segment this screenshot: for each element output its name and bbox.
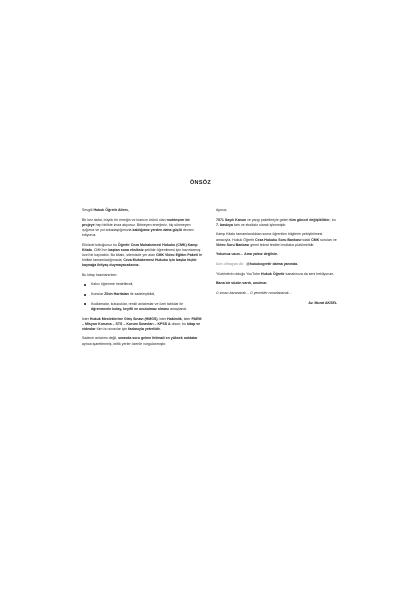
promise-line: Bana bir sözün vardı, unutma: (216, 281, 267, 286)
page-title: ÖNSÖZ (189, 180, 212, 186)
left-column (82, 208, 203, 351)
social-handle: @hukukogretir daima yanında. (246, 262, 299, 267)
list-item: Kalıcı öğrenme hedeflendi, (82, 282, 203, 287)
motto-line: Yolumuz uzun… Ama yalnız değilsin. (216, 252, 279, 257)
bullet-dot-icon (84, 303, 86, 305)
handwritten-note: Sen olmayan da (216, 262, 244, 267)
list-item: Konular Zihin Haritaları ile sadeleştirildi, (82, 292, 203, 297)
preparation-intro: Bu kitap hazırlanırken: (82, 272, 118, 277)
author-name: Av. Murat AKSEL (308, 300, 337, 305)
preparation-list (82, 282, 203, 312)
bullet-dot-icon (84, 294, 86, 296)
intro-paragraph: Bir kez daha, büyük bir emeğin ve inancın ürünü olan muhteşem bir projeye hep birlikte imza atıyoruz. Bitmeyen enerjimiz, hiç sönmeyen ışığımız ve yol arkadaşlığımızla kaldığımız yerden daha güçlü devam ediyoruz. (82, 217, 194, 237)
book-description-paragraph: Elinizde tuttuğunuz bu Öğretir Ceza Muhakemesi Hukuku (CMK) Kamp Kitabı, CMK'nın baştan sona eksiksiz şekilde öğrenilmesi için hazırlanmış özel bir kaynaktır. Bu kitabı, sitemizde yer alan CMK Video Eğitim Paketi ile birlikte tamamladığınızda; Ceza Muhakemesi Hukuku için başka hiçbir kaynağa ihtiyaç duymayacaksınız. (82, 242, 203, 268)
youtube-paragraph: Yüzbinlerin olduğu YouTube Hukuk Öğretir kanalımıza da seni bekliyorum. (216, 271, 335, 276)
exam-points-paragraph: Sadece anlatımı değil, sınavda soru gelme ihtimali en yüksek noktalar ayrıca işaretlenmiş, kritik yerler özenle vurgulanmıştır. (82, 336, 198, 346)
also-heading: Ayrıca; (216, 208, 227, 212)
question-bank-paragraph: Kamp Kitabı tamamlandıktan sonra öğrenilen bilgilerin pekiştirilmesi amacıyla, Hukuk Öğretir Ceza Hukuku Soru Bankası'ndaki CMK soruları ve Video Soru Bankası genel tekrar testleri mutlaka çözülmelidir. (216, 232, 337, 247)
greeting: Sevgili Hukuk Öğretir Ailem, (82, 208, 129, 212)
updates-paragraph: 7571 Sayılı Kanun ve yargı paketleriyle gelen tüm güncel değişiklikler, bu 7. baskıya tam ve eksiksiz olarak işlenmiştir. (216, 217, 336, 227)
bullet-dot-icon (84, 284, 86, 286)
quote-line: O sınavı kazanacak… O yemekler ısmarlanacak… (216, 291, 292, 296)
signature-row (216, 262, 337, 267)
list-item: Kodlamalar, kutucuklar, renkli anlatımlar ve özel tablolar ile öğrenmenin kolay, keyifli ve unutulmaz olması amaçlandı. (82, 302, 203, 312)
right-column (216, 208, 337, 310)
exams-paragraph: İster Hukuk Mesleklerine Giriş Sınavı (HMGS), ister Hakimlik, ister PAEM – Misyon Koruma – STS – Kurum Sınavları – KPSS A olsun; bu kitap ve videolar tüm bu sınavlar için fazlasıyla yeterlidir. (82, 316, 202, 331)
